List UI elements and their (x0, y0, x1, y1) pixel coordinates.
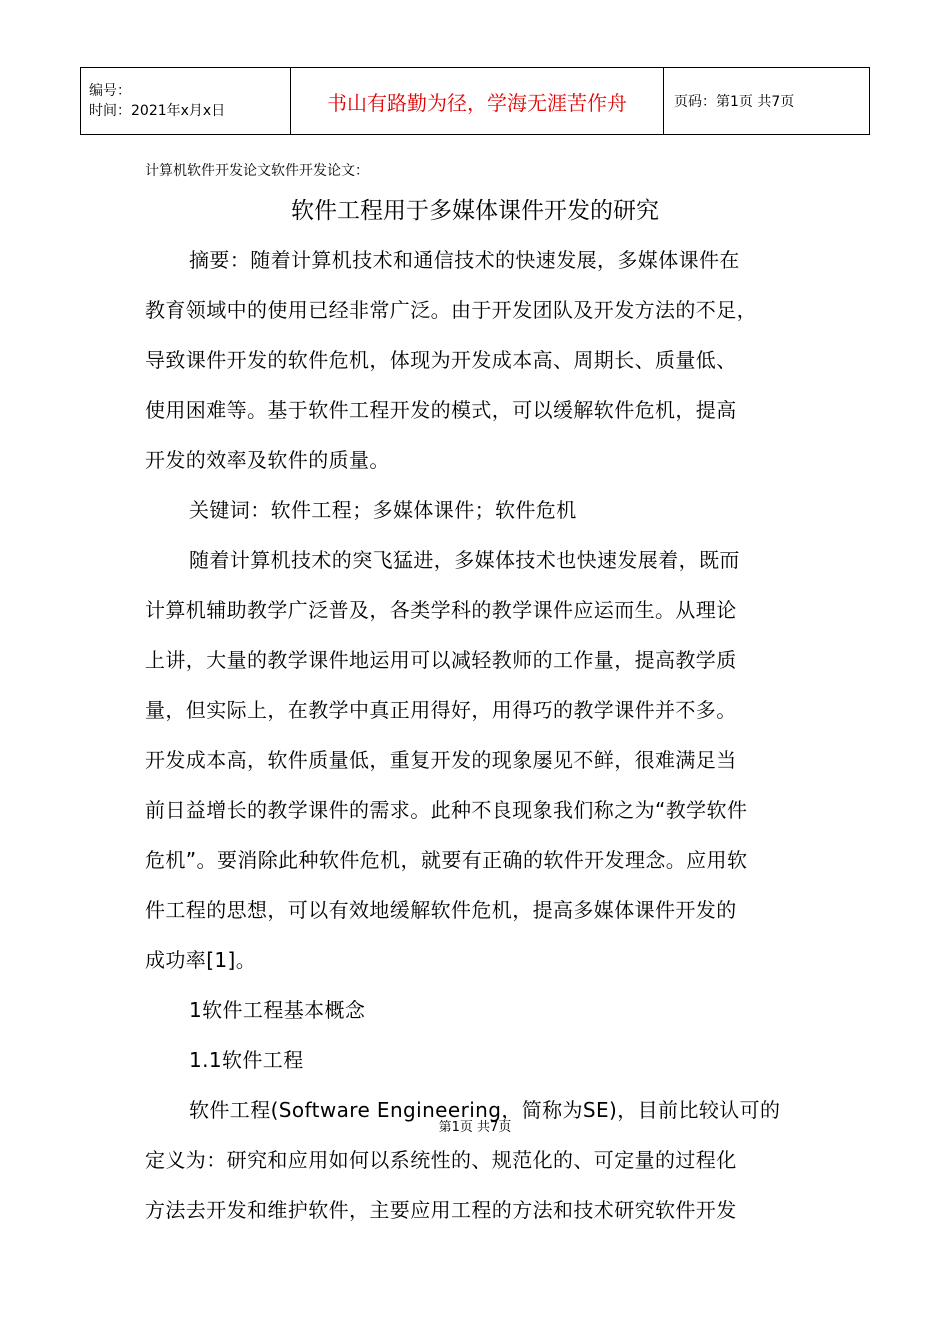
abstract-line: 导致课件开发的软件危机，体现为开发成本高、周期长、质量低、 (145, 348, 737, 372)
body-line: 量，但实际上，在教学中真正用得好，用得巧的教学课件并不多。 (145, 698, 737, 722)
abstract-line: 摘要：随着计算机技术和通信技术的快速发展，多媒体课件在 (189, 248, 740, 272)
page-footer: 第1页 共7页 (438, 1120, 512, 1135)
page-label: 页码：第1页 共7页 (664, 68, 870, 135)
subtitle: 计算机软件开发论文软件开发论文： (145, 163, 369, 179)
body-line: 方法去开发和维护软件，主要应用工程的方法和技术研究软件开发 (145, 1198, 737, 1222)
number-label: 编号： (89, 83, 131, 99)
body-line: 危机”。要消除此种软件危机，就要有正确的软件开发理念。应用软 (145, 848, 748, 872)
abstract-line: 教育领域中的使用已经非常广泛。由于开发团队及开发方法的不足， (145, 298, 757, 322)
body-line: 开发成本高，软件质量低，重复开发的现象屡见不鲜，很难满足当 (145, 748, 737, 772)
body-line: 上讲，大量的教学课件地运用可以减轻教师的工作量，提高教学质 (145, 648, 737, 672)
abstract-line: 使用困难等。基于软件工程开发的模式，可以缓解软件危机，提高 (145, 398, 737, 422)
abstract-line: 开发的效率及软件的质量。 (145, 448, 390, 472)
body-line: 定义为：研究和应用如何以系统性的、规范化的、可定量的过程化 (145, 1148, 737, 1172)
body-line: 前日益增长的教学课件的需求。此种不良现象我们称之为“教学软件 (145, 798, 748, 822)
body-line: 件工程的思想，可以有效地缓解软件危机，提高多媒体课件开发的 (145, 898, 737, 922)
subsection-heading: 1.1软件工程 (189, 1048, 304, 1072)
page-title: 软件工程用于多媒体课件开发的研究 (291, 198, 659, 224)
time-label: 时间：2021年x月x日 (89, 103, 226, 119)
section-heading: 1软件工程基本概念 (189, 998, 366, 1022)
body-line: 随着计算机技术的突飞猛进，多媒体技术也快速发展着，既而 (189, 548, 740, 572)
body-line: 计算机辅助教学广泛普及，各类学科的教学课件应运而生。从理论 (145, 598, 737, 622)
header-info-cell (81, 68, 291, 135)
keywords-line: 关键词：软件工程；多媒体课件；软件危机 (189, 498, 577, 522)
body-line: 成功率[1]。 (145, 948, 257, 972)
body-line: 软件工程(Software Engineering，简称为SE)，目前比较认可的 (189, 1098, 781, 1122)
header-table (80, 67, 870, 135)
motto: 书山有路勤为径，学海无涯苦作舟 (291, 68, 664, 135)
